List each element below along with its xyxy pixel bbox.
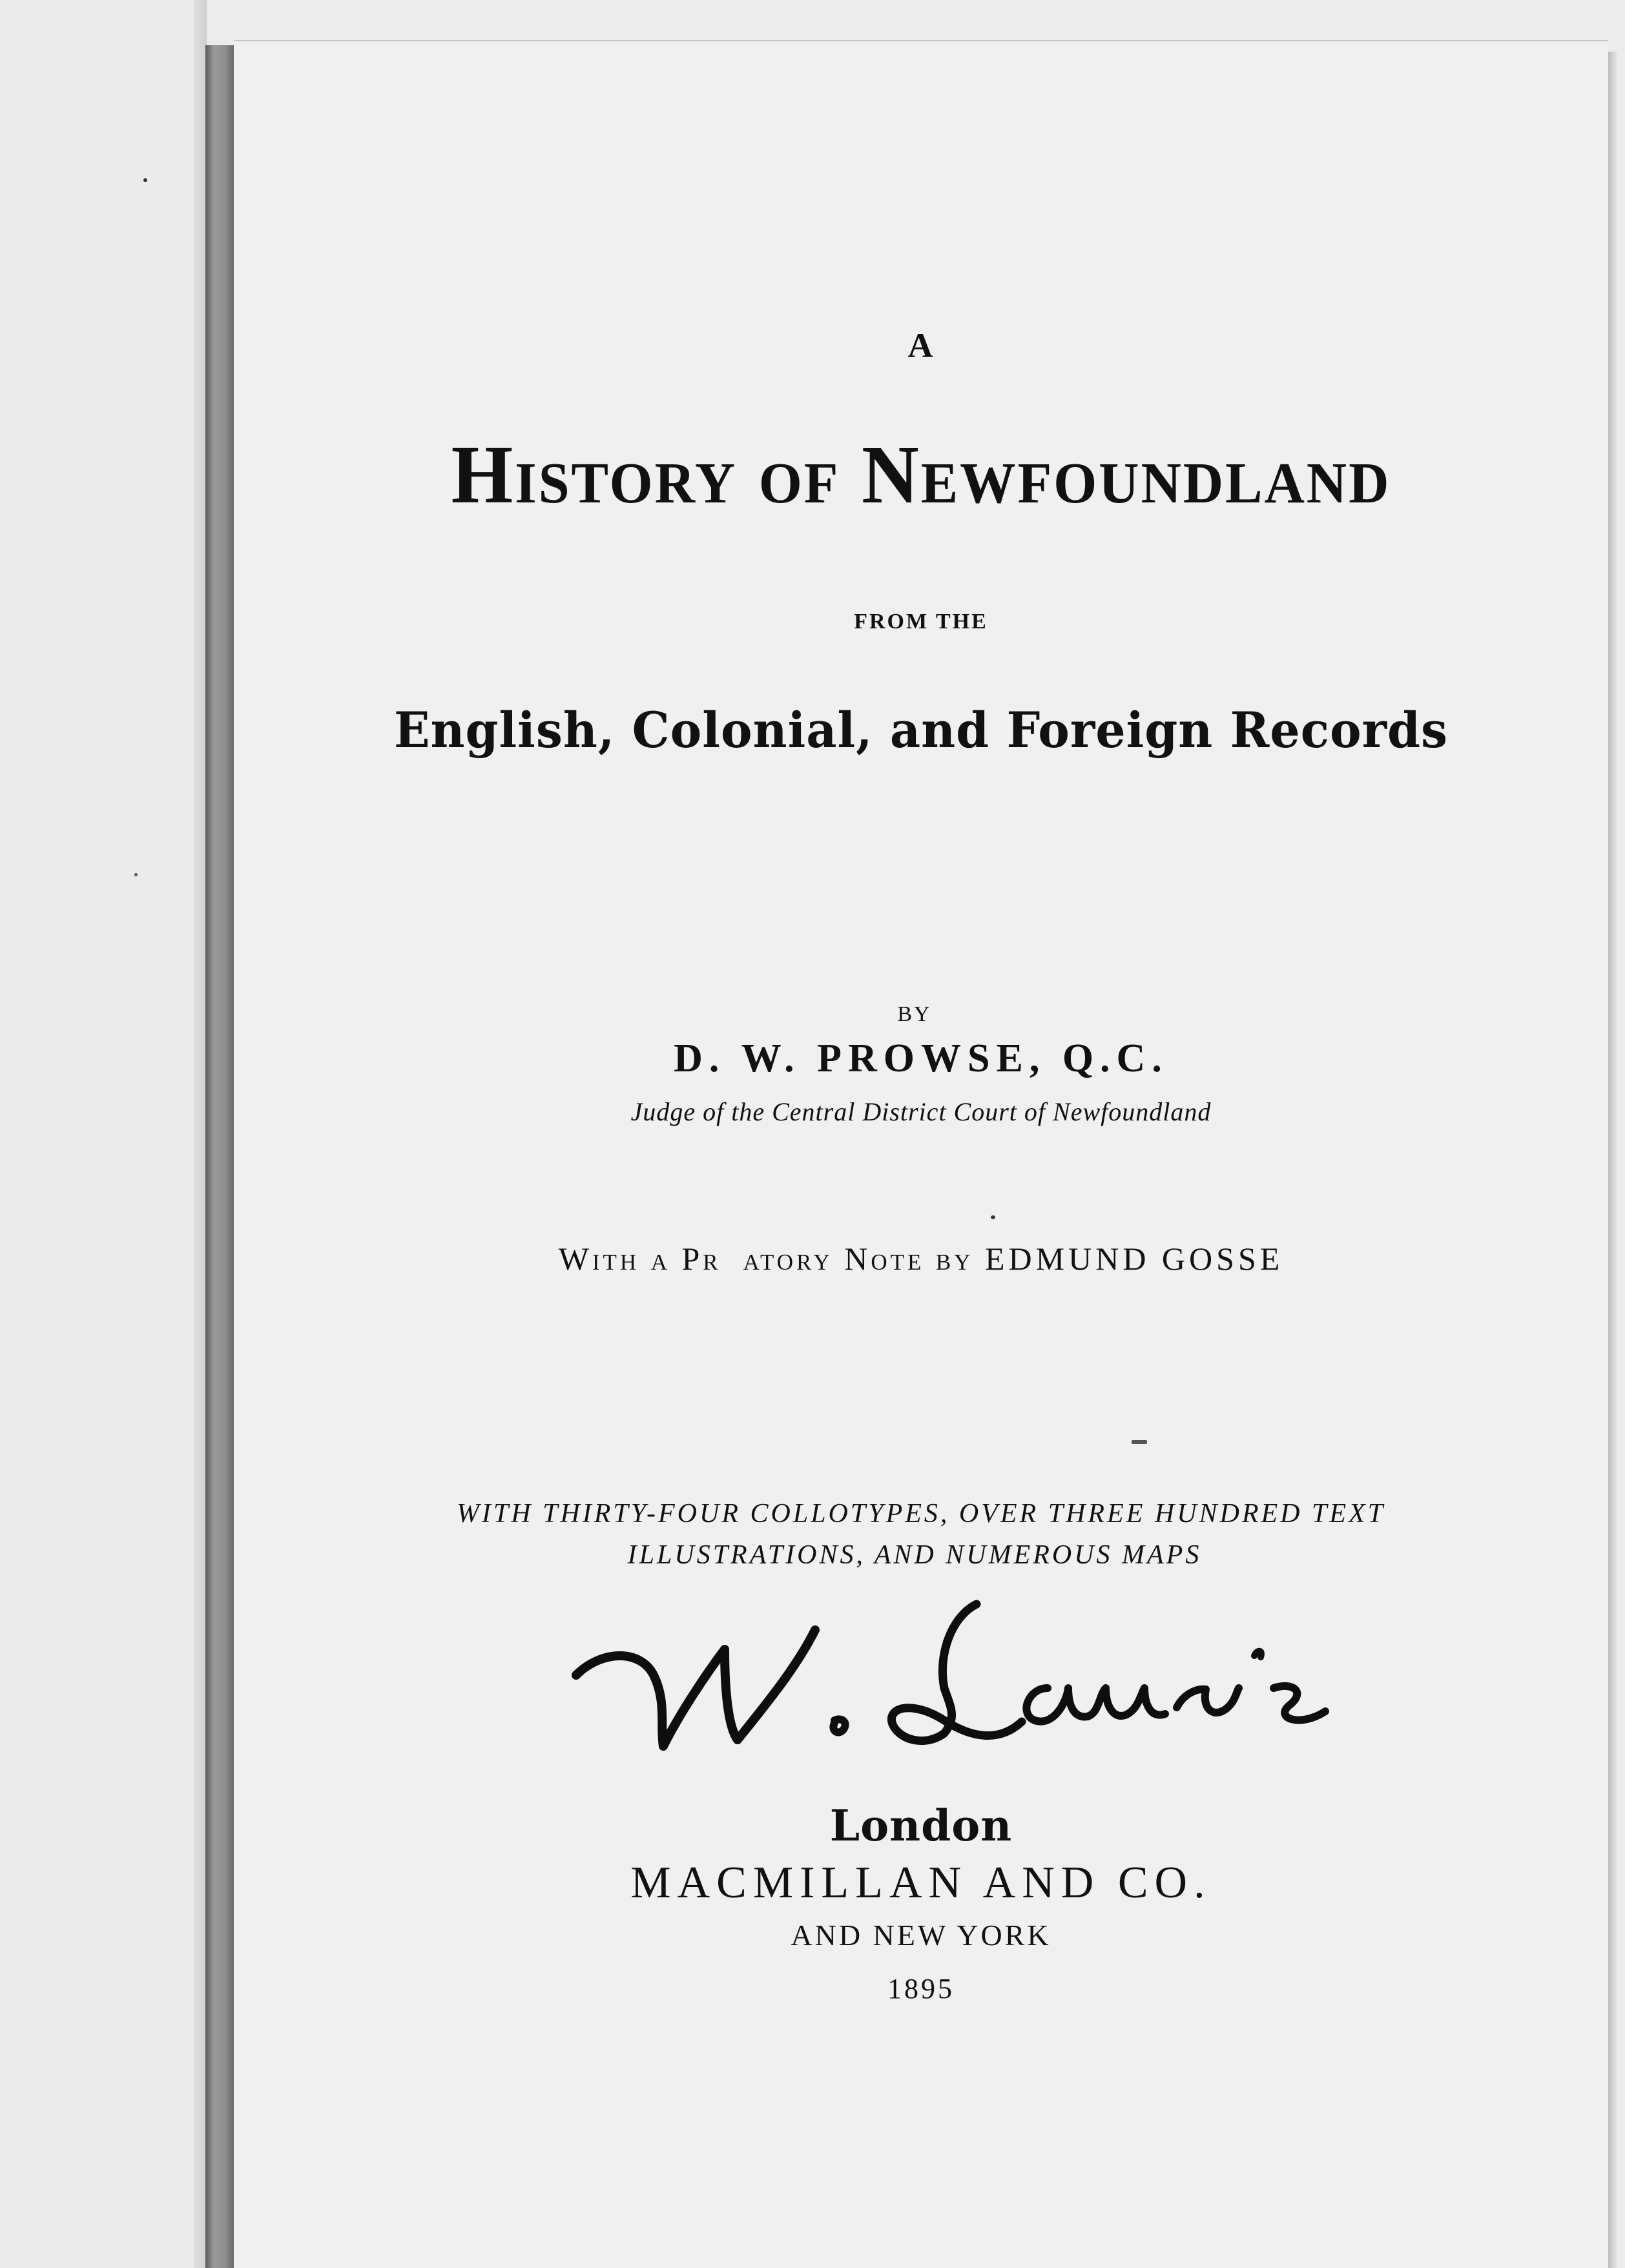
publisher-name: MACMILLAN AND CO. xyxy=(630,1858,1212,1908)
publication-place: London xyxy=(829,1800,1013,1851)
title-page xyxy=(234,40,1608,2268)
scan-speck xyxy=(134,873,138,876)
author-title: Judge of the Central District Court of Newfoundland xyxy=(630,1097,1212,1126)
illustrations-line-2: ILLUSTRATIONS, AND NUMEROUS MAPS xyxy=(627,1540,1202,1570)
publication-year: 1895 xyxy=(887,1973,955,2005)
subtitle-connector: FROM THE xyxy=(854,610,988,634)
prefatory-lead: With a Pr xyxy=(558,1241,721,1277)
author-name: D. W. PROWSE, Q.C. xyxy=(674,1036,1168,1080)
co-publication-place: AND NEW YORK xyxy=(791,1919,1051,1952)
by-label: BY xyxy=(897,1002,932,1026)
prefatory-note-line xyxy=(234,1240,1608,1277)
left-page-edge xyxy=(0,0,194,2268)
subtitle-records: English, Colonial, and Foreign Records xyxy=(393,701,1449,759)
scan-speck xyxy=(143,178,147,182)
illustrations-line-1: WITH THIRTY-FOUR COLLOTYPES, OVER THREE HUNDRED TEXT xyxy=(456,1499,1386,1529)
handwritten-signature xyxy=(531,1578,1435,1772)
right-page-edge xyxy=(1608,52,1617,2268)
book-title: History of Newfoundland xyxy=(451,429,1391,521)
title-article: A xyxy=(907,326,935,365)
scan-speck xyxy=(1132,1440,1147,1444)
gutter-shadow xyxy=(194,0,207,2268)
prefatory-name: EDMUND GOSSE xyxy=(985,1241,1284,1277)
scan-speck xyxy=(991,1215,995,1219)
prefatory-rest: atory Note by xyxy=(743,1241,985,1277)
book-gutter xyxy=(205,45,234,2268)
